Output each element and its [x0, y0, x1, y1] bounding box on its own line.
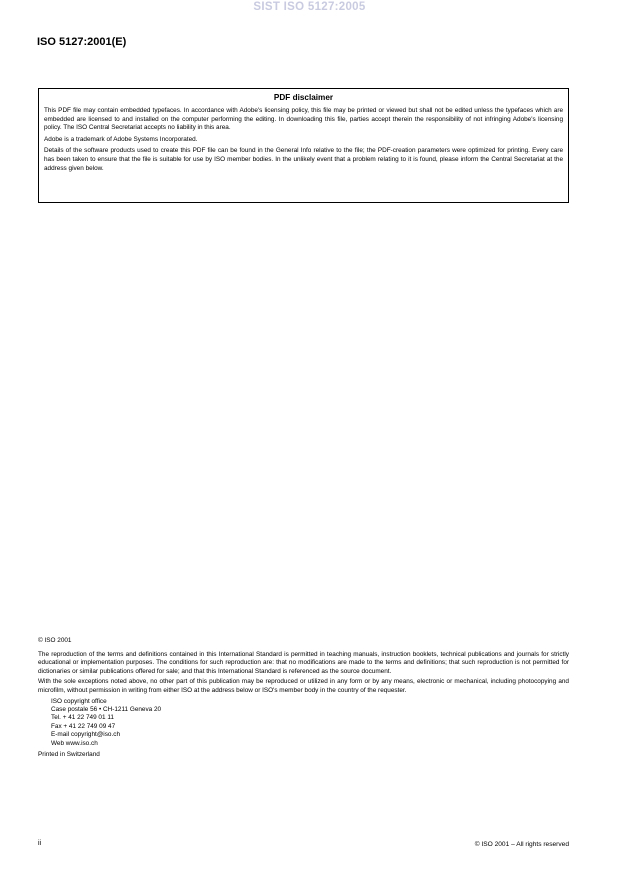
copyright-office-address	[51, 698, 569, 748]
pdf-disclaimer-box	[38, 88, 569, 203]
exceptions-paragraph: With the sole exceptions noted above, no other part of this publication may be reproduced or utilized in any form or by any means, electronic or mechanical, including photocopying and microfilm, without permission in writing from either ISO at the address below or ISO's member body in the country of the requester.	[38, 678, 569, 694]
document-id: ISO 5127:2001(E)	[37, 36, 127, 48]
footer-rights: © ISO 2001 – All rights reserved	[474, 841, 569, 848]
reproduction-paragraph: The reproduction of the terms and definitions contained in this International Standard is permitted in teaching manuals, instruction booklets, technical publications and journals for strictly educational or implementation purposes. The conditions for such reproduction are: that no modifications are made to the terms and definitions; that such reproduction is not permitted for dictionaries or similar publications offered for sale; and that this International Standard is referenced as the source document.	[38, 650, 569, 675]
address-line: Tel. + 41 22 749 01 11	[51, 714, 114, 722]
address-line: Web www.iso.ch	[51, 739, 98, 747]
watermark: SIST ISO 5127:2005	[253, 1, 366, 13]
address-line: Fax + 41 22 749 09 47	[51, 722, 116, 730]
disclaimer-paragraph: Details of the software products used to create this PDF file can be found in the General Info relative to the file; the PDF-creation parameters were optimized for printing. Every care has been taken to ensure that the file is suitable for use by ISO member bodies. In the unlikely event that a problem relating to it is found, please inform the Central Secretariat at the address given below.	[44, 147, 563, 172]
address-line: Case postale 56 • CH-1211 Geneva 20	[51, 705, 162, 713]
disclaimer-paragraph: This PDF file may contain embedded typefaces. In accordance with Adobe's licensing policy, this file may be printed or viewed but shall not be edited unless the typefaces which are embedded are licensed to and installed on the computer performing the editing. In downloading this file, parties accept therein the responsibility of not infringing Adobe's licensing policy. The ISO Central Secretariat accepts no liability in this area.	[44, 107, 563, 132]
printed-in: Printed in Switzerland	[38, 751, 100, 758]
copyright-notice: © ISO 2001	[38, 637, 72, 644]
address-line: E-mail copyright@iso.ch	[51, 731, 120, 739]
copyright-section	[38, 637, 569, 762]
page-number: ii	[38, 840, 42, 847]
address-line: ISO copyright office	[51, 697, 107, 705]
disclaimer-paragraph: Adobe is a trademark of Adobe Systems Incorporated.	[44, 135, 198, 143]
disclaimer-title: PDF disclaimer	[273, 93, 334, 102]
